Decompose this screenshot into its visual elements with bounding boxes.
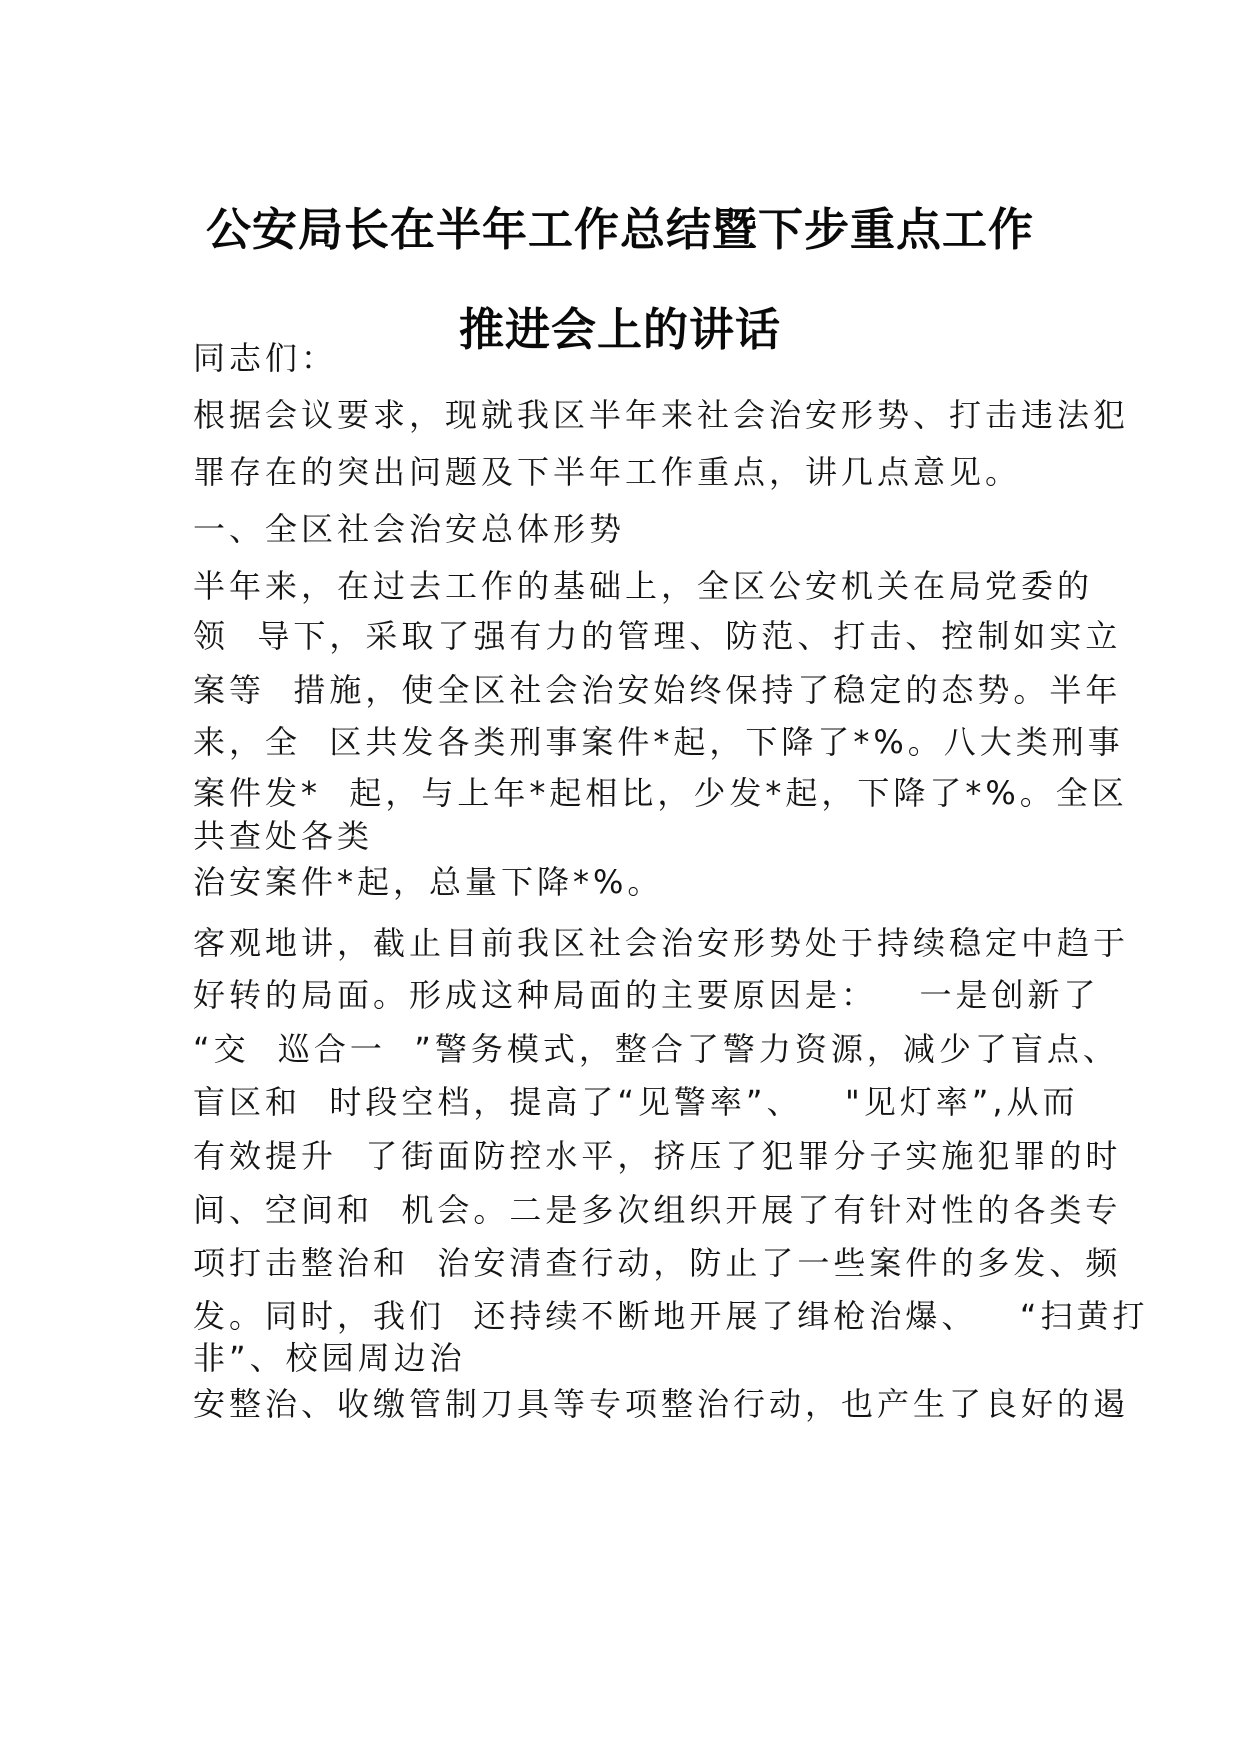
- body-line: 罪存在的突出问题及下半年工作重点，讲几点意见。: [193, 453, 1022, 491]
- body-line: 安整治、收缴管制刀具等专项整治行动，也产生了良好的遏: [193, 1385, 1130, 1423]
- section-heading: 一、全区社会治安总体形势: [193, 510, 626, 548]
- document-title-line-2: 推进会上的讲话: [458, 303, 781, 356]
- body-line: 有效提升 了街面防控水平，挤压了犯罪分子实施犯罪的时: [193, 1137, 1122, 1175]
- body-line: 案等 措施，使全区社会治安始终保持了稳定的态势。半年: [193, 671, 1122, 709]
- body-line: 非”、校园周边治: [193, 1339, 466, 1377]
- document-title-line-1: 公安局长在半年工作总结暨下步重点工作: [205, 203, 1034, 256]
- body-line: 治安案件*起，总量下降*%。: [193, 863, 664, 901]
- body-line: 好转的局面。形成这种局面的主要原因是： 一是创新了: [193, 976, 1100, 1014]
- body-line: “交 巡合一 ”警务模式，整合了警力资源，减少了盲点、: [193, 1030, 1119, 1068]
- salutation: 同志们：: [193, 339, 338, 377]
- body-line: 客观地讲，截止目前我区社会治安形势处于持续稳定中趋于: [193, 924, 1130, 962]
- body-line: 来，全 区共发各类刑事案件*起，下降了*%。八大类刑事: [193, 723, 1124, 761]
- body-line: 根据会议要求，现就我区半年来社会治安形势、打击违法犯: [193, 396, 1130, 434]
- body-line: 共查处各类: [193, 817, 374, 855]
- body-line: 半年来，在过去工作的基础上，全区公安机关在局党委的: [193, 567, 1094, 605]
- body-line: 间、空间和 机会。二是多次组织开展了有针对性的各类专: [193, 1191, 1122, 1229]
- body-line: 发。同时，我们 还持续不断地开展了缉枪治爆、 “扫黄打: [193, 1297, 1149, 1335]
- body-line: 项打击整治和 治安清查行动，防止了一些案件的多发、频: [193, 1244, 1122, 1282]
- body-line: 领 导下，采取了强有力的管理、防范、打击、控制如实立: [193, 617, 1122, 655]
- body-line: 盲区和 时段空档，提高了“见警率”、 "见灯率”,从而: [193, 1083, 1079, 1121]
- body-line: 案件发* 起，与上年*起相比，少发*起，下降了*%。全区: [193, 774, 1128, 812]
